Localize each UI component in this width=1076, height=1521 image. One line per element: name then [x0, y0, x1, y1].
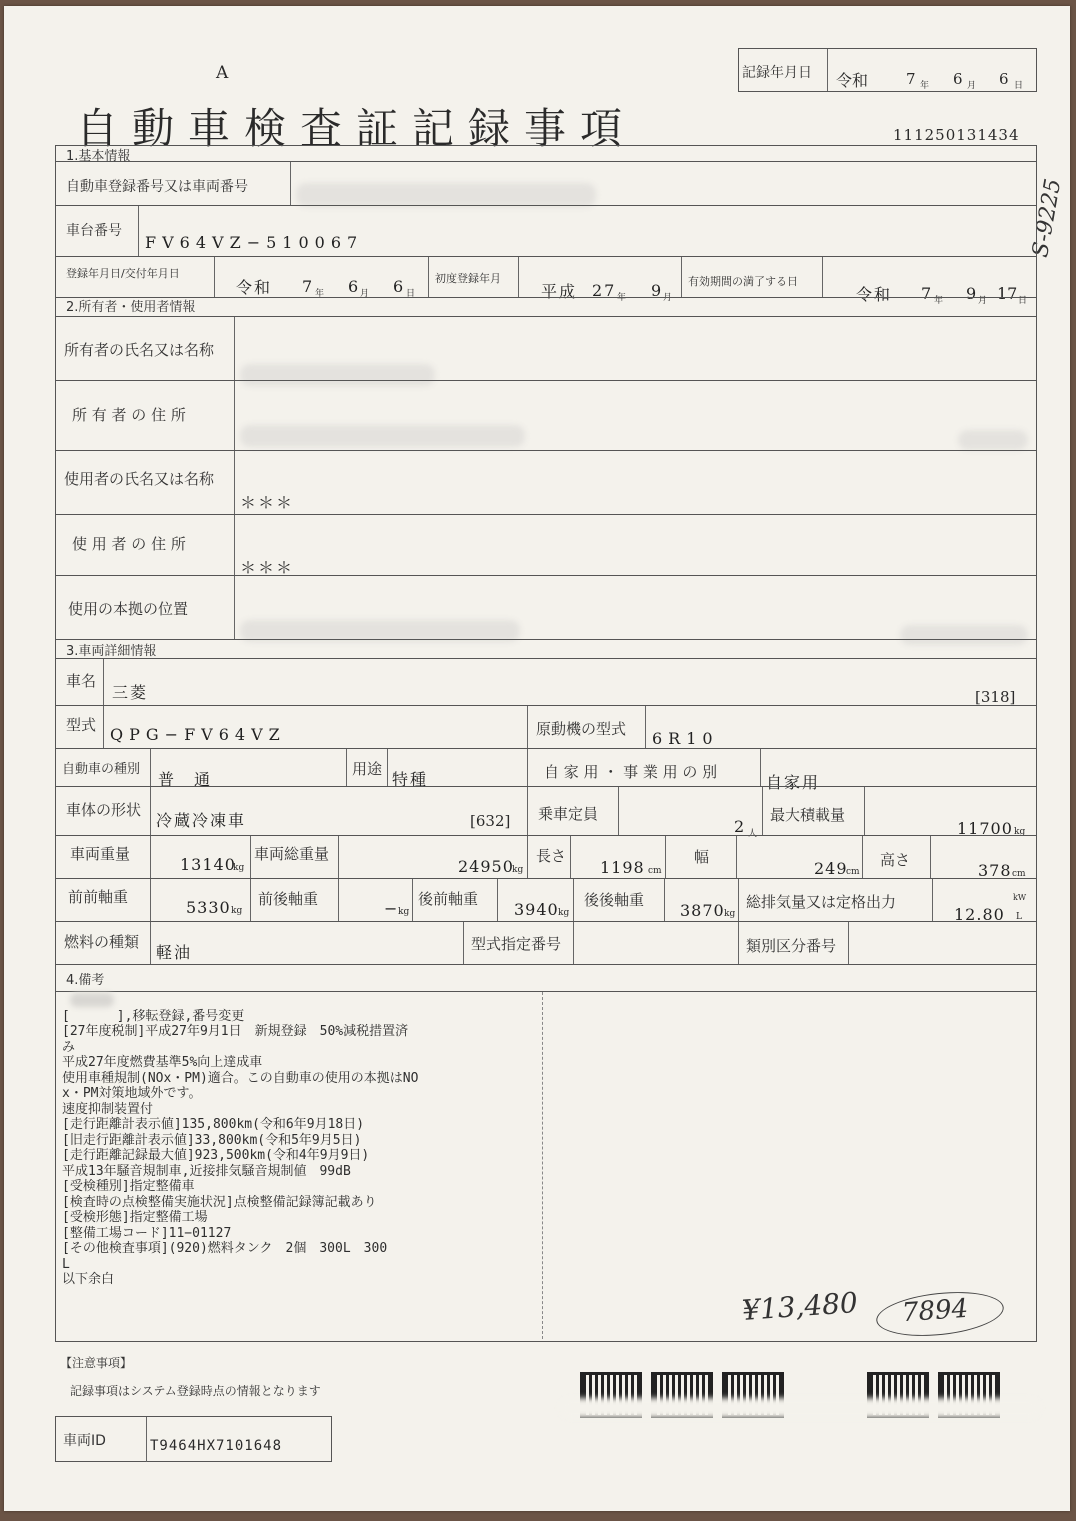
fr-axle-label: 前後軸重 [258, 890, 319, 908]
user-address-label: 使 用 者 の 住 所 [72, 535, 186, 553]
owner-address-redacted [240, 425, 525, 447]
purpose-label: 自 家 用 ・ 事 業 用 の 別 [544, 763, 718, 781]
displacement-value: 12.80 [954, 905, 1005, 924]
usage-label: 用途 [352, 760, 383, 778]
remark-line: 速度抑制装置付 [62, 1101, 154, 1117]
usage-value: 特種 [392, 770, 429, 789]
remark-line: [ ],移転登録,番号変更 [62, 1008, 245, 1024]
fr-axle-value: − [384, 899, 398, 918]
fuel-value: 軽油 [156, 943, 193, 962]
ff-axle-value: 5330 [186, 898, 231, 917]
gross-label: 車両総重量 [254, 845, 330, 863]
length-value: 1198 [600, 858, 645, 877]
remark-line: [検査時の点検整備実施状況]点検整備記録簿記載あり [62, 1194, 377, 1210]
section4-heading: 4.備考 [66, 973, 105, 988]
user-name-label: 使用者の氏名又は名称 [64, 470, 215, 488]
model-label: 型式 [66, 716, 97, 734]
body-label: 車体の形状 [66, 801, 142, 819]
remark-line: [旧走行距離計表示値]33,800km(令和5年9月5日) [62, 1132, 362, 1148]
height-value: 378 [978, 861, 1012, 880]
engine-value: 6R10 [652, 729, 719, 748]
width-label: 幅 [694, 848, 710, 866]
section1-heading: 1.基本情報 [66, 149, 131, 164]
reg-number-redacted [296, 183, 596, 207]
marker-a: A [216, 63, 229, 83]
height-label: 高さ [880, 851, 911, 869]
width-value: 249 [814, 859, 848, 878]
rf-axle-value: 3940 [514, 900, 559, 919]
max-load-value: 11700 [957, 819, 1013, 838]
remark-line: [その他検査事項](920)燃料タンク 2個 300L 300 [62, 1241, 388, 1256]
designation-label: 型式指定番号 [471, 935, 562, 953]
vehicle-id-label: 車両ID [63, 1433, 106, 1449]
car-name-value: 三菱 [112, 683, 149, 702]
chassis-value: FV64VZ−510067 [145, 233, 364, 252]
category-label: 類別区分番号 [746, 937, 837, 955]
base-location-label: 使用の本拠の位置 [68, 600, 189, 618]
vehicle-id-value: T9464HX7101648 [150, 1438, 283, 1454]
kind-value: 普 通 [158, 770, 213, 789]
capacity-value: 2 [734, 817, 747, 836]
remark-line: [27年度税制]平成27年9月1日 新規登録 50%減税措置済 [62, 1024, 409, 1039]
car-name-code: [318] [975, 688, 1016, 706]
notes-text: 記録事項はシステム登録時点の情報となります [70, 1384, 321, 1398]
car-name-label: 車名 [66, 672, 97, 690]
remark-line: [受検形態]指定整備工場 [62, 1210, 208, 1225]
remark-line: 使用車種規制(NOx・PM)適合。この自動車の使用の本拠はNO [62, 1070, 419, 1086]
user-name-value: ＊＊＊ [240, 493, 295, 512]
expiry-label: 有効期間の満了する日 [688, 275, 798, 288]
owner-name-label: 所有者の氏名又は名称 [64, 341, 215, 359]
reg-number-label: 自動車登録番号又は車両番号 [66, 179, 248, 195]
kind-label: 自動車の種別 [62, 762, 141, 777]
remark-line: 以下余白 [62, 1272, 115, 1287]
first-reg-label: 初度登録年月 [435, 272, 501, 285]
weight-value: 13140 [180, 855, 236, 874]
doc-number: 111250131434 [893, 126, 1020, 144]
gross-value: 24950 [458, 857, 514, 876]
page-title: 自動車検査証記録事項 [76, 104, 637, 153]
displacement-label: 総排気量又は定格出力 [746, 893, 897, 911]
section3-heading: 3.車両詳細情報 [66, 644, 157, 659]
owner-address-label: 所 有 者 の 住 所 [72, 406, 186, 424]
remark-line: [受検種別]指定整備車 [62, 1179, 195, 1194]
body-code: [632] [470, 812, 511, 830]
ff-axle-label: 前前軸重 [68, 888, 129, 906]
purpose-value: 自家用 [766, 773, 821, 792]
remark-line: 平成27年度燃費基準5%向上達成車 [62, 1055, 263, 1070]
body-value: 冷蔵冷凍車 [156, 811, 247, 830]
remark-line: x・PM対策地域外です。 [62, 1086, 202, 1101]
remark-line: 平成13年騒音規制車,近接排気騒音規制値 99dB [62, 1163, 351, 1179]
remark-line: み [62, 1039, 76, 1055]
handwritten-circled-number: 7894 [901, 1293, 970, 1329]
remark-line: L [62, 1256, 70, 1272]
engine-label: 原動機の型式 [536, 720, 627, 738]
reg-date-label: 登録年月日/交付年月日 [66, 267, 180, 280]
model-value: QPG−FV64VZ [110, 725, 286, 744]
record-date-era: 令和 [836, 71, 869, 90]
rr-axle-value: 3870 [680, 901, 725, 920]
rr-axle-label: 後後軸重 [584, 891, 645, 909]
weight-label: 車両重量 [70, 845, 131, 863]
rf-axle-label: 後前軸重 [418, 890, 479, 908]
length-label: 長さ [536, 847, 567, 865]
fuel-label: 燃料の種類 [64, 933, 140, 951]
remark-line: [走行距離記録最大値]923,500km(令和4年9月9日) [62, 1148, 370, 1163]
remark-line: [走行距離計表示値]135,800km(令和6年9月18日) [62, 1117, 365, 1132]
section2-heading: 2.所有者・使用者情報 [66, 300, 196, 315]
notes-heading: 【注意事項】 [60, 1356, 133, 1370]
remarks-text [62, 993, 418, 1303]
owner-name-redacted [240, 364, 435, 386]
user-address-value: ＊＊＊ [240, 558, 295, 577]
remark-line: [整備工場コード]11−01127 [62, 1225, 232, 1241]
handwritten-price: ¥13,480 [740, 1286, 859, 1327]
handwritten-side-note: S-9225 [1028, 176, 1067, 260]
record-date-label: 記録年月日 [742, 65, 812, 81]
capacity-label: 乗車定員 [538, 805, 599, 823]
max-load-label: 最大積載量 [770, 806, 846, 824]
chassis-label: 車台番号 [66, 223, 122, 239]
